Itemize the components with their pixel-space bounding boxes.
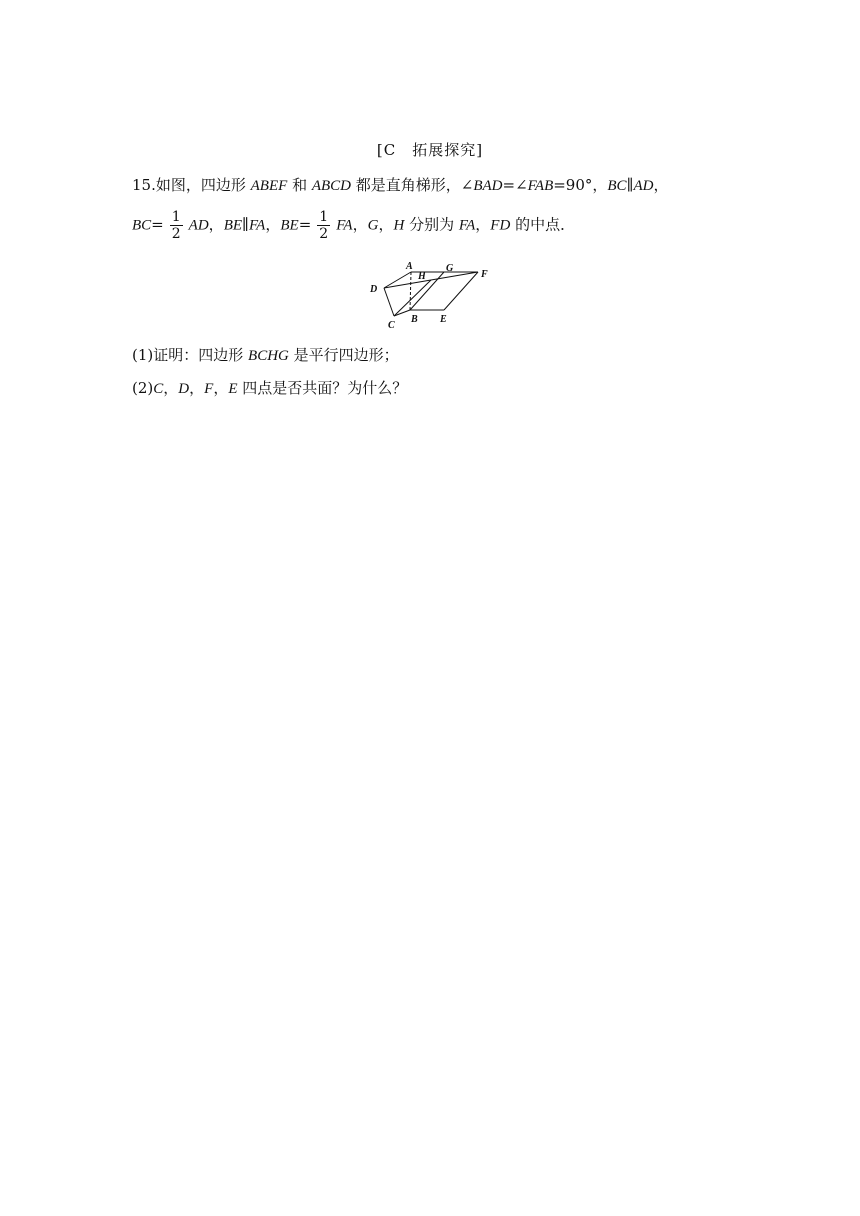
label-C: C xyxy=(388,320,395,331)
geometry-figure xyxy=(364,260,504,336)
section-heading: [C 拓展探究] xyxy=(376,141,484,159)
label-H: H xyxy=(418,271,426,282)
edge-FE xyxy=(444,272,478,310)
fraction-one-half: $\frac{1}{2}$ xyxy=(319,209,329,242)
edge-AB-dashed xyxy=(410,272,411,310)
label-F: F xyxy=(481,269,488,280)
label-G: G xyxy=(446,263,454,274)
label-D: D xyxy=(370,284,378,295)
problem-line-1: 15.如图，四边形 ABEF 和 ABCD 都是直角梯形，∠BAD=∠FAB=90°，BC∥AD， xyxy=(132,176,669,194)
edge-CD xyxy=(384,288,394,316)
question-2: (2)C，D，F，E 四点是否共面？为什么？ xyxy=(132,379,408,397)
label-A: A xyxy=(406,261,413,272)
problem-line-2: BC= $\frac{1}{2}$ AD，BE∥FA，BE= $\frac{1}{2}$ FA，G，H 分别为 FA，FD 的中点． xyxy=(132,209,576,242)
label-E: E xyxy=(440,314,447,325)
question-1: (1)证明：四边形 BCHG 是平行四边形； xyxy=(132,346,399,364)
problem-number: 15. xyxy=(132,176,156,194)
fraction-one-half: $\frac{1}{2}$ xyxy=(171,209,181,242)
edge-BG xyxy=(410,272,444,310)
label-B: B xyxy=(411,314,418,325)
